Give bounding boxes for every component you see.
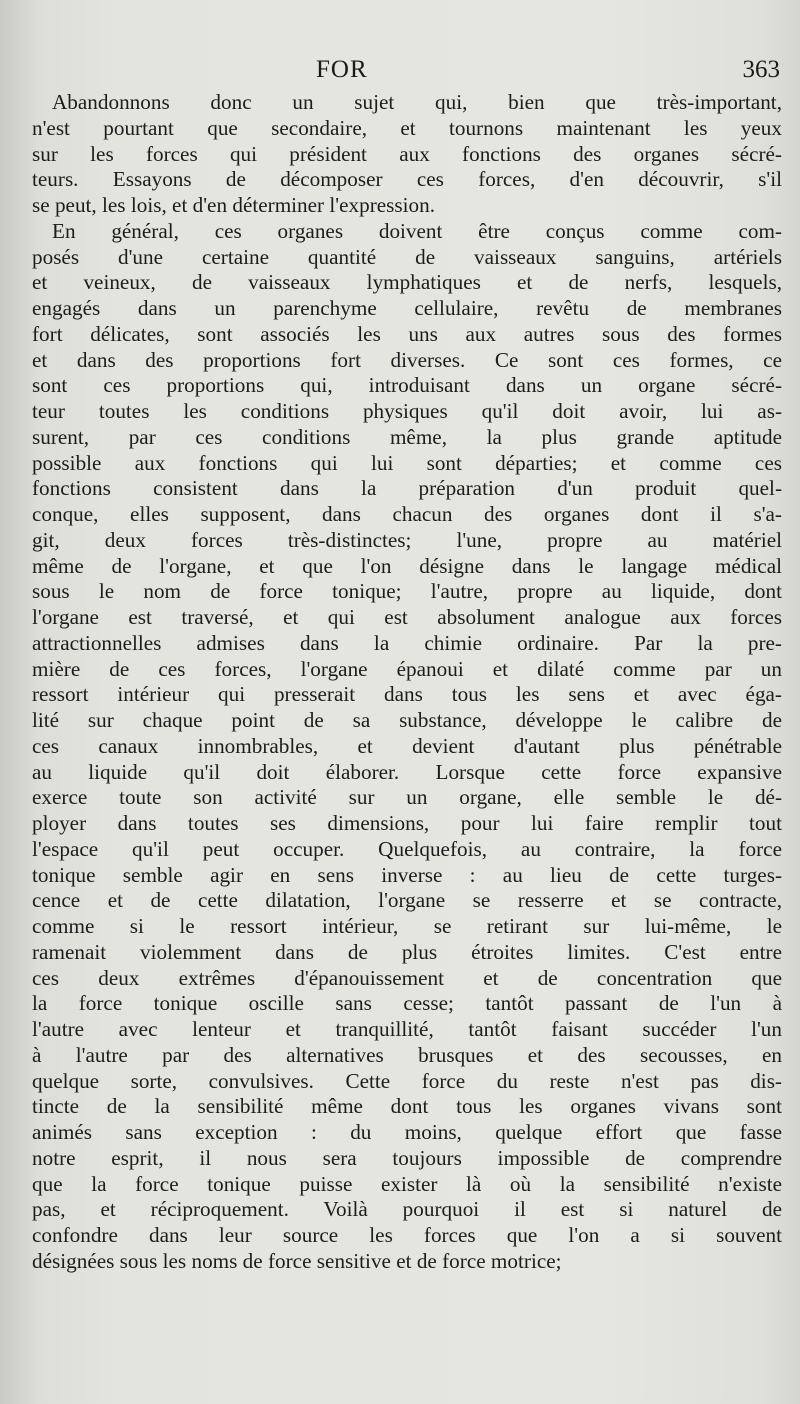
text-line: pas, et réciproquement. Voilà pourquoi il est si naturel de [32, 1197, 782, 1222]
text-line: au liquide qu'il doit élaborer. Lorsque cette force expansive [32, 759, 782, 784]
text-line: git, deux forces très-distinctes; l'une, propre au matériel [32, 527, 782, 552]
text-line: lité sur chaque point de sa substance, développe le calibre de [32, 708, 782, 732]
text-line: notre esprit, il nous sera toujours impossible de comprendre [32, 1145, 782, 1170]
text-line: animés sans exception : du moins, quelque effort que fasse [32, 1120, 782, 1144]
text-line: teur toutes les conditions physiques qu'il doit avoir, lui as- [32, 399, 782, 423]
text-line: ramenait violemment dans de plus étroites limites. C'est entre [32, 939, 782, 964]
body-text [32, 90, 782, 1275]
text-line: l'organe est traversé, et qui est absolument analogue aux forces [32, 605, 782, 629]
text-line: sont ces proportions qui, introduisant dans un organe sécré- [32, 373, 782, 398]
text-line: quelque sorte, convulsives. Cette force du reste n'est pas dis- [32, 1068, 782, 1093]
text-line: ressort intérieur qui presserait dans tous les sens et avec éga- [32, 682, 782, 707]
text-line: ployer dans toutes ses dimensions, pour lui faire remplir tout [32, 811, 782, 835]
text-line: et veineux, de vaisseaux lymphatiques et de nerfs, lesquels, [32, 270, 782, 295]
text-line: cence et de cette dilatation, l'organe se resserre et se contracte, [32, 888, 782, 913]
text-line: même de l'organe, et que l'on désigne dans le langage médical [32, 553, 782, 578]
text-line: engagés dans un parenchyme cellulaire, revêtu de membranes [32, 296, 782, 320]
text-line: possible aux fonctions qui lui sont départies; et comme ces [32, 450, 782, 475]
text-line: tonique semble agir en sens inverse : au lieu de cette turges- [32, 862, 782, 887]
text-line: En général, ces organes doivent être conçus comme com- [52, 218, 782, 243]
text-line: se peut, les lois, et d'en déterminer l'expression. [32, 193, 436, 217]
page-header [0, 56, 800, 92]
text-line: que la force tonique puisse exister là où la sensibilité n'existe [32, 1171, 782, 1196]
text-line: et dans des proportions fort diverses. Ce sont ces formes, ce [32, 347, 782, 372]
text-line: ces canaux innombrables, et devient d'autant plus pénétrable [32, 733, 782, 758]
text-line: confondre dans leur source les forces que l'on a si souvent [32, 1223, 782, 1247]
text-line: l'autre avec lenteur et tranquillité, tantôt faisant succéder l'un [32, 1017, 782, 1041]
text-line: sous le nom de force tonique; l'autre, propre au liquide, dont [32, 579, 782, 604]
text-line: conque, elles supposent, dans chacun des organes dont il s'a- [32, 502, 782, 526]
page-number: 363 [742, 56, 780, 83]
text-line: désignées sous les noms de force sensitive et de force motrice; [32, 1248, 562, 1273]
text-line: mière de ces forces, l'organe épanoui et dilaté comme par un [32, 656, 782, 681]
text-line: comme si le ressort intérieur, se retirant sur lui-même, le [32, 914, 782, 938]
text-line: à l'autre par des alternatives brusques et des secousses, en [32, 1042, 782, 1067]
text-line: exerce toute son activité sur un organe, elle semble le dé- [32, 785, 782, 810]
text-line: l'espace qu'il peut occuper. Quelquefois, au contraire, la force [32, 836, 782, 861]
text-line: fonctions consistent dans la préparation d'un produit quel- [32, 476, 782, 501]
text-line: tincte de la sensibilité même dont tous les organes vivans sont [32, 1094, 782, 1119]
text-line: surent, par ces conditions même, la plus grande aptitude [32, 424, 782, 449]
text-line: n'est pourtant que secondaire, et tournons maintenant les yeux [32, 115, 782, 140]
text-line: sur les forces qui président aux fonctions des organes sécré- [32, 141, 782, 166]
text-line: Abandonnons donc un sujet qui, bien que très-important, [52, 90, 782, 114]
text-line: fort délicates, sont associés les uns aux autres sous des formes [32, 321, 782, 346]
text-line: la force tonique oscille sans cesse; tantôt passant de l'un à [32, 991, 782, 1016]
text-line: ces deux extrêmes d'épanouissement et de concentration que [32, 965, 782, 990]
text-line: attractionnelles admises dans la chimie ordinaire. Par la pre- [32, 630, 782, 655]
text-line: posés d'une certaine quantité de vaisseaux sanguins, artériels [32, 244, 782, 269]
text-line: teurs. Essayons de décomposer ces forces, d'en découvrir, s'il [32, 167, 782, 192]
running-head: FOR [316, 56, 368, 83]
